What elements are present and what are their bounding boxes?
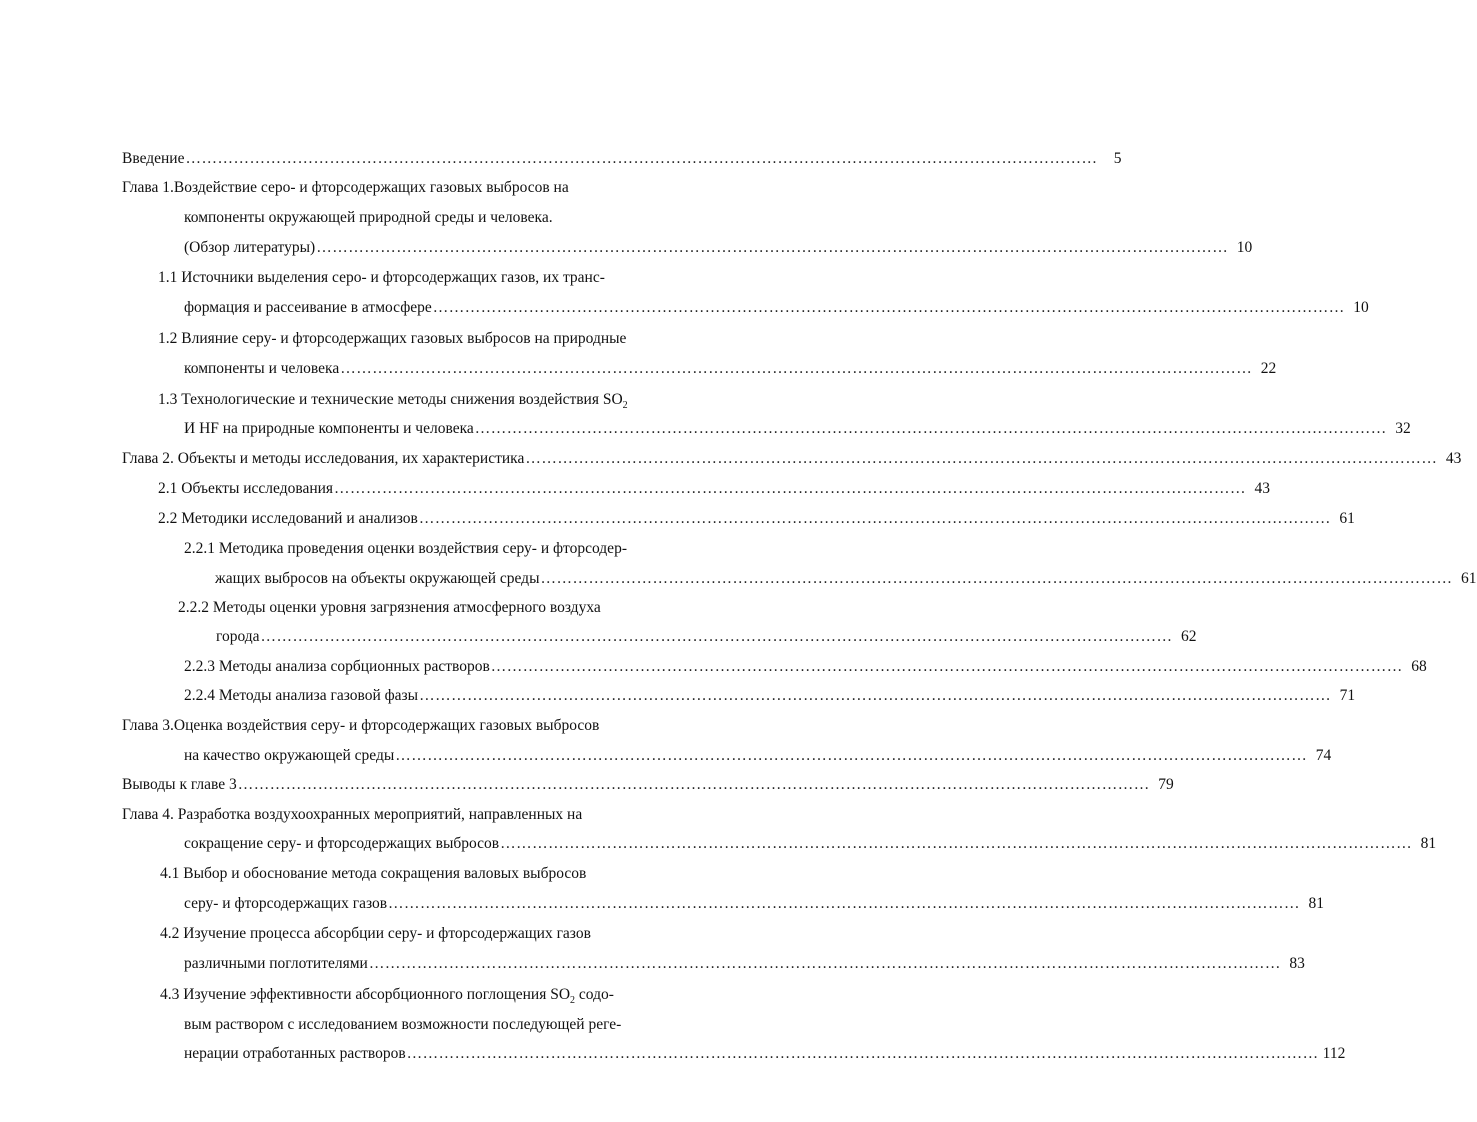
leader-dots: ……………………………………………………………………………………………………………………………………………………… <box>368 955 1281 972</box>
leader-dots: ……………………………………………………………………………………………………………………………………………………… <box>237 776 1150 793</box>
toc-entry-title: И HF на природные компоненты и человека <box>184 420 474 437</box>
toc-entry-title: 2.2.4 Методы анализа газовой фазы <box>184 687 419 704</box>
toc-page-number: 61 <box>1339 510 1355 527</box>
toc-entry-chapter-2 <box>122 446 1462 472</box>
toc-entry-4-2-line-2 <box>184 951 1305 977</box>
toc-entry-conclusions-3 <box>122 772 1174 798</box>
toc-page-number: 81 <box>1420 835 1437 852</box>
toc-entry-4-2-line-1: 4.2 Изучение процесса абсорбции серу- и фторсодержащих газов <box>160 925 591 942</box>
toc-page-number: 68 <box>1411 658 1427 675</box>
toc-entry-title: нерации отработанных растворов <box>184 1045 406 1062</box>
toc-entry-2-2-3 <box>184 654 1427 680</box>
leader-dots: ……………………………………………………………………………………………………………………………………………………… <box>334 480 1247 497</box>
toc-entry-chapter-1-line-2: компоненты окружающей природной среды и человека. <box>184 209 553 226</box>
toc-entry-introduction <box>122 146 1122 172</box>
toc-entry-1-3-line-2 <box>184 416 1411 442</box>
toc-page-number: 22 <box>1260 360 1277 377</box>
toc-entry-chapter-3-line-2 <box>184 743 1332 769</box>
leader-dots: ……………………………………………………………………………………………………………………………………………………… <box>500 835 1413 852</box>
toc-entry-1-2-line-1: 1.2 Влияние серу- и фторсодержащих газовых выбросов на природные <box>158 330 627 347</box>
toc-page-number: 112 <box>1322 1045 1346 1062</box>
toc-entry-title: 2.1 Объекты исследования <box>158 480 334 497</box>
toc-entry-4-1-line-1: 4.1 Выбор и обоснование метода сокращения валовых выбросов <box>160 865 587 882</box>
toc-entry-2-2-4 <box>184 683 1356 709</box>
toc-entry-2-2-2-line-1: 2.2.2 Методы оценки уровня загрязнения атмосферного воздуха <box>178 599 601 616</box>
leader-dots: ……………………………………………………………………………………………………………………………………………………… <box>432 299 1345 316</box>
toc-entry-chapter-4-line-1: Глава 4. Разработка воздухоохранных мероприятий, направленных на <box>122 806 583 823</box>
toc-page-number: 5 <box>1113 150 1122 167</box>
toc-entry-2-1 <box>158 476 1271 502</box>
toc-entry-4-1-line-2 <box>184 891 1325 917</box>
toc-entry-chapter-3-line-1: Глава 3.Оценка воздействия серу- и фторсодержащих газовых выбросов <box>122 717 600 734</box>
toc-entry-title: жащих выбросов на объекты окружающей среды <box>215 570 540 587</box>
toc-page-number: 10 <box>1353 299 1369 316</box>
leader-dots: ……………………………………………………………………………………………………………………………………………………… <box>316 239 1229 256</box>
toc-entry-1-2-line-2 <box>184 356 1277 382</box>
toc-entry-4-3-line-2: вым раствором с исследованием возможности последующей реге- <box>184 1016 622 1033</box>
toc-entry-title: Глава 2. Объекты и методы исследования, их характеристика <box>122 450 525 467</box>
toc-entry-title: сокращение серу- и фторсодержащих выбросов <box>184 835 500 852</box>
toc-entry-chapter-4-line-2 <box>184 831 1437 857</box>
leader-dots: ……………………………………………………………………………………………………………………………………………………… <box>525 450 1438 467</box>
leader-dots: ……………………………………………………………………………………………………………………………………………………… <box>419 687 1332 704</box>
toc-entry-1-3-line-1: 1.3 Технологические и технические методы снижения воздействия $SO_2$ <box>158 391 628 412</box>
leader-dots: ……………………………………………………………………………………………………………………………………………………… <box>395 747 1308 764</box>
toc-page-number: 43 <box>1445 450 1462 467</box>
toc-entry-title: на качество окружающей среды <box>184 747 395 764</box>
toc-entry-2-2-1-line-2 <box>215 566 1477 592</box>
toc-page-number: 62 <box>1181 628 1197 645</box>
toc-page-number: 71 <box>1339 687 1356 704</box>
toc-entry-title: серу- и фторсодержащих газов <box>184 895 388 912</box>
leader-dots: ……………………………………………………………………………………………………………………………………………………… <box>260 628 1173 645</box>
toc-entry-title: различными поглотителями <box>184 955 368 972</box>
leader-dots: ……………………………………………………………………………………………………………………………………………………… <box>540 570 1453 587</box>
toc-entry-2-2 <box>158 506 1355 532</box>
toc-entry-title: 2.2 Методики исследований и анализов <box>158 510 418 527</box>
toc-entry-4-3-line-1: 4.3 Изучение эффективности абсорбционного поглощения $SO_2$ содо- <box>160 986 614 1007</box>
leader-dots: ……………………………………………………………………………………………………………………………………………………… <box>185 150 1098 167</box>
toc-page-number: 81 <box>1308 895 1325 912</box>
toc-entry-title: Введение <box>122 150 185 167</box>
toc-entry-chapter-1-line-3 <box>184 235 1253 261</box>
subscript: 2 <box>622 400 628 412</box>
leader-dots: ……………………………………………………………………………………………………………………………………………………… <box>406 1045 1319 1062</box>
toc-entry-title: Выводы к главе 3 <box>122 776 237 793</box>
subscript: 2 <box>570 995 576 1007</box>
toc-page-number: 79 <box>1158 776 1174 793</box>
toc-entry-title: города <box>216 628 260 645</box>
toc-entry-chapter-1-line-1: Глава 1.Воздействие серо- и фторсодержащих газовых выбросов на <box>122 179 569 196</box>
toc-entry-2-2-1-line-1: 2.2.1 Методика проведения оценки воздействия серу- и фторсодер- <box>184 540 627 557</box>
toc-page-number: 10 <box>1236 239 1253 256</box>
toc-entry-title: формация и рассеивание в атмосфере <box>184 299 432 316</box>
toc-entry-title: (Обзор литературы) <box>184 239 316 256</box>
leader-dots: ……………………………………………………………………………………………………………………………………………………… <box>418 510 1331 527</box>
toc-entry-title: компоненты и человека <box>184 360 340 377</box>
leader-dots: ……………………………………………………………………………………………………………………………………………………… <box>388 895 1301 912</box>
toc-entry-1-1-line-2 <box>184 295 1369 321</box>
leader-dots: ……………………………………………………………………………………………………………………………………………………… <box>340 360 1253 377</box>
toc-entry-4-3-line-3 <box>184 1041 1346 1067</box>
toc-entry-title: 2.2.3 Методы анализа сорбционных растворов <box>184 658 490 675</box>
toc-page-number: 74 <box>1315 747 1332 764</box>
toc-entry-1-1-line-1: 1.1 Источники выделения серо- и фторсодержащих газов, их транс- <box>158 269 605 286</box>
toc-page-number: 61 <box>1461 570 1477 587</box>
toc-page-number: 83 <box>1289 955 1305 972</box>
leader-dots: ……………………………………………………………………………………………………………………………………………………… <box>490 658 1403 675</box>
toc-entry-2-2-2-line-2 <box>216 624 1197 650</box>
toc-page-number: 32 <box>1395 420 1411 437</box>
leader-dots: ……………………………………………………………………………………………………………………………………………………… <box>474 420 1387 437</box>
toc-page-number: 43 <box>1254 480 1271 497</box>
